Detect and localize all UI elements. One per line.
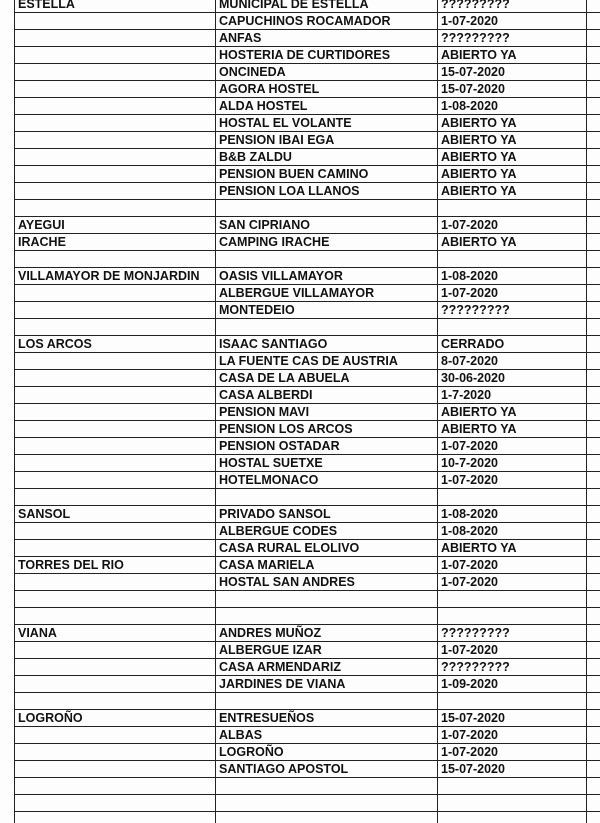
- empty-cell: [587, 438, 600, 455]
- opening-date-cell: 1-08-2020: [438, 98, 587, 115]
- empty-cell: [587, 676, 600, 693]
- lodging-cell: HOSTERIA DE CURTIDORES: [216, 47, 438, 64]
- empty-cell: [587, 251, 600, 268]
- lodging-cell: MONTEDEIO: [216, 302, 438, 319]
- table-row: [15, 557, 600, 574]
- lodging-cell: LA FUENTE CAS DE AUSTRIA: [216, 353, 438, 370]
- empty-cell: [587, 13, 600, 30]
- opening-date-cell: ABIERTO YA: [438, 421, 587, 438]
- town-cell: [15, 370, 216, 387]
- opening-date-cell: ABIERTO YA: [438, 183, 587, 200]
- town-cell: [15, 387, 216, 404]
- town-cell: [15, 727, 216, 744]
- empty-cell: [587, 81, 600, 98]
- table-row: [15, 421, 600, 438]
- town-cell: [15, 761, 216, 778]
- empty-cell: [587, 285, 600, 302]
- opening-date-cell: 10-7-2020: [438, 455, 587, 472]
- lodging-cell: ALBERGUE CODES: [216, 523, 438, 540]
- opening-date-cell: 1-7-2020: [438, 387, 587, 404]
- empty-cell: [587, 336, 600, 353]
- opening-date-cell: [438, 591, 587, 608]
- opening-date-cell: CERRADO: [438, 336, 587, 353]
- lodging-cell: PRIVADO SANSOL: [216, 506, 438, 523]
- town-cell: [15, 81, 216, 98]
- opening-date-cell: 1-08-2020: [438, 268, 587, 285]
- opening-date-cell: 30-06-2020: [438, 370, 587, 387]
- town-cell: [15, 166, 216, 183]
- table-row: [15, 268, 600, 285]
- opening-date-cell: [438, 319, 587, 336]
- opening-date-cell: 1-07-2020: [438, 217, 587, 234]
- lodging-cell: [216, 489, 438, 506]
- opening-date-cell: ABIERTO YA: [438, 47, 587, 64]
- table-row: [15, 574, 600, 591]
- town-cell: [15, 251, 216, 268]
- town-cell: AYEGUI: [15, 217, 216, 234]
- table-row: [15, 81, 600, 98]
- empty-cell: [587, 370, 600, 387]
- empty-cell: [587, 0, 600, 13]
- opening-date-cell: 15-07-2020: [438, 710, 587, 727]
- town-cell: [15, 676, 216, 693]
- opening-date-cell: ?????????: [438, 659, 587, 676]
- table-row: [15, 523, 600, 540]
- table-row: [15, 234, 600, 251]
- opening-date-cell: 1-07-2020: [438, 472, 587, 489]
- empty-cell: [587, 744, 600, 761]
- lodging-cell: HOSTAL SAN ANDRES: [216, 574, 438, 591]
- lodging-cell: ANDRES MUÑOZ: [216, 625, 438, 642]
- lodging-cell: CASA MARIELA: [216, 557, 438, 574]
- empty-cell: [587, 268, 600, 285]
- table-row: [15, 455, 600, 472]
- empty-cell: [587, 710, 600, 727]
- opening-date-cell: ABIERTO YA: [438, 540, 587, 557]
- table-row: [15, 98, 600, 115]
- empty-cell: [587, 608, 600, 625]
- lodging-cell: CAMPING IRACHE: [216, 234, 438, 251]
- opening-date-cell: 15-07-2020: [438, 64, 587, 81]
- opening-date-cell: 1-07-2020: [438, 574, 587, 591]
- opening-date-cell: 1-07-2020: [438, 557, 587, 574]
- table-row: [15, 489, 600, 506]
- empty-cell: [587, 659, 600, 676]
- lodging-cell: PENSION OSTADAR: [216, 438, 438, 455]
- empty-cell: [587, 183, 600, 200]
- empty-cell: [587, 506, 600, 523]
- town-cell: [15, 455, 216, 472]
- table-row: [15, 387, 600, 404]
- table-row: [15, 812, 600, 823]
- empty-cell: [587, 761, 600, 778]
- lodging-cell: SAN CIPRIANO: [216, 217, 438, 234]
- empty-cell: [587, 353, 600, 370]
- town-cell: [15, 98, 216, 115]
- town-cell: [15, 472, 216, 489]
- opening-date-cell: ABIERTO YA: [438, 132, 587, 149]
- table-row: [15, 710, 600, 727]
- table-row: [15, 727, 600, 744]
- opening-date-cell: ?????????: [438, 0, 587, 13]
- opening-date-cell: 1-07-2020: [438, 642, 587, 659]
- town-cell: [15, 778, 216, 795]
- town-cell: [15, 591, 216, 608]
- lodging-cell: CASA DE LA ABUELA: [216, 370, 438, 387]
- town-cell: [15, 200, 216, 217]
- lodging-cell: PENSION IBAI EGA: [216, 132, 438, 149]
- empty-cell: [587, 387, 600, 404]
- opening-date-cell: 1-08-2020: [438, 506, 587, 523]
- lodging-cell: ANFAS: [216, 30, 438, 47]
- empty-cell: [587, 217, 600, 234]
- opening-date-cell: ?????????: [438, 30, 587, 47]
- empty-cell: [587, 795, 600, 812]
- town-cell: [15, 523, 216, 540]
- opening-date-cell: [438, 812, 587, 823]
- town-cell: VILLAMAYOR DE MONJARDIN: [15, 268, 216, 285]
- table-row: [15, 319, 600, 336]
- lodging-cell: CASA ALBERDI: [216, 387, 438, 404]
- lodging-cell: SANTIAGO APOSTOL: [216, 761, 438, 778]
- empty-cell: [587, 540, 600, 557]
- opening-date-cell: ABIERTO YA: [438, 166, 587, 183]
- empty-cell: [587, 166, 600, 183]
- opening-date-cell: 1-07-2020: [438, 744, 587, 761]
- lodging-cell: HOSTAL EL VOLANTE: [216, 115, 438, 132]
- opening-date-cell: [438, 795, 587, 812]
- empty-cell: [587, 727, 600, 744]
- empty-cell: [587, 98, 600, 115]
- lodging-cell: LOGROÑO: [216, 744, 438, 761]
- town-cell: [15, 642, 216, 659]
- lodging-cell: [216, 795, 438, 812]
- empty-cell: [587, 625, 600, 642]
- empty-cell: [587, 574, 600, 591]
- table-row: [15, 625, 600, 642]
- opening-date-cell: 8-07-2020: [438, 353, 587, 370]
- lodging-cell: B&B ZALDU: [216, 149, 438, 166]
- table-row: [15, 13, 600, 30]
- opening-date-cell: [438, 693, 587, 710]
- empty-cell: [587, 200, 600, 217]
- town-cell: [15, 353, 216, 370]
- lodging-cell: [216, 200, 438, 217]
- town-cell: [15, 795, 216, 812]
- opening-date-cell: 1-08-2020: [438, 523, 587, 540]
- town-cell: [15, 30, 216, 47]
- opening-date-cell: [438, 489, 587, 506]
- town-cell: SANSOL: [15, 506, 216, 523]
- town-cell: [15, 693, 216, 710]
- lodging-cell: MUNICIPAL DE ESTELLA: [216, 0, 438, 13]
- opening-date-cell: ?????????: [438, 302, 587, 319]
- empty-cell: [587, 302, 600, 319]
- town-cell: [15, 132, 216, 149]
- town-cell: [15, 608, 216, 625]
- town-cell: [15, 404, 216, 421]
- table-row: [15, 353, 600, 370]
- table-row: [15, 591, 600, 608]
- opening-date-cell: 15-07-2020: [438, 761, 587, 778]
- lodging-cell: [216, 812, 438, 823]
- town-cell: [15, 285, 216, 302]
- table-row: [15, 370, 600, 387]
- empty-cell: [587, 404, 600, 421]
- table-row: [15, 251, 600, 268]
- lodging-cell: PENSION LOS ARCOS: [216, 421, 438, 438]
- table-row: [15, 217, 600, 234]
- empty-cell: [587, 234, 600, 251]
- opening-date-cell: 15-07-2020: [438, 81, 587, 98]
- table-row: [15, 506, 600, 523]
- table-row: [15, 183, 600, 200]
- town-cell: [15, 47, 216, 64]
- table-row: [15, 659, 600, 676]
- table-row: [15, 676, 600, 693]
- lodging-cell: CAPUCHINOS ROCAMADOR: [216, 13, 438, 30]
- opening-date-cell: [438, 251, 587, 268]
- table-row: [15, 132, 600, 149]
- lodging-cell: ALBERGUE VILLAMAYOR: [216, 285, 438, 302]
- opening-date-cell: 1-07-2020: [438, 438, 587, 455]
- empty-cell: [587, 472, 600, 489]
- table-row: [15, 438, 600, 455]
- table-row: [15, 30, 600, 47]
- empty-cell: [587, 489, 600, 506]
- opening-date-cell: 1-09-2020: [438, 676, 587, 693]
- lodging-cell: OASIS VILLAMAYOR: [216, 268, 438, 285]
- lodging-cell: PENSION LOA LLANOS: [216, 183, 438, 200]
- empty-cell: [587, 455, 600, 472]
- opening-date-cell: [438, 608, 587, 625]
- opening-date-cell: ABIERTO YA: [438, 149, 587, 166]
- lodging-cell: PENSION MAVI: [216, 404, 438, 421]
- lodging-cell: CASA ARMENDARIZ: [216, 659, 438, 676]
- town-cell: [15, 744, 216, 761]
- empty-cell: [587, 591, 600, 608]
- empty-cell: [587, 30, 600, 47]
- opening-date-cell: ?????????: [438, 625, 587, 642]
- table-row: [15, 336, 600, 353]
- town-cell: [15, 659, 216, 676]
- empty-cell: [587, 421, 600, 438]
- opening-date-cell: [438, 200, 587, 217]
- lodging-cell: [216, 608, 438, 625]
- table-row: [15, 47, 600, 64]
- table-row: [15, 778, 600, 795]
- table-row: [15, 744, 600, 761]
- lodging-cell: ISAAC SANTIAGO: [216, 336, 438, 353]
- table-row: [15, 115, 600, 132]
- town-cell: [15, 13, 216, 30]
- empty-cell: [587, 642, 600, 659]
- lodging-cell: ENTRESUEÑOS: [216, 710, 438, 727]
- table-row: [15, 200, 600, 217]
- table-row: [15, 693, 600, 710]
- lodging-cell: PENSION BUEN CAMINO: [216, 166, 438, 183]
- opening-date-cell: 1-07-2020: [438, 285, 587, 302]
- lodging-cell: [216, 591, 438, 608]
- opening-date-cell: ABIERTO YA: [438, 404, 587, 421]
- table-row: [15, 472, 600, 489]
- empty-cell: [587, 778, 600, 795]
- table-row: [15, 642, 600, 659]
- lodging-cell: ALDA HOSTEL: [216, 98, 438, 115]
- table-row: [15, 404, 600, 421]
- table-row: [15, 608, 600, 625]
- empty-cell: [587, 64, 600, 81]
- town-cell: ESTELLA: [15, 0, 216, 13]
- lodging-cell: [216, 693, 438, 710]
- table-row: [15, 0, 600, 13]
- lodging-cell: [216, 778, 438, 795]
- town-cell: [15, 489, 216, 506]
- town-cell: VIANA: [15, 625, 216, 642]
- opening-date-cell: [438, 778, 587, 795]
- empty-cell: [587, 693, 600, 710]
- town-cell: [15, 319, 216, 336]
- lodging-cell: [216, 251, 438, 268]
- town-cell: [15, 183, 216, 200]
- lodging-cell: HOSTAL SUETXE: [216, 455, 438, 472]
- lodging-cell: [216, 319, 438, 336]
- town-cell: [15, 115, 216, 132]
- lodging-cell: ALBAS: [216, 727, 438, 744]
- table-row: [15, 64, 600, 81]
- town-cell: [15, 574, 216, 591]
- table-row: [15, 761, 600, 778]
- lodging-opening-table: [14, 0, 600, 823]
- opening-date-cell: ABIERTO YA: [438, 115, 587, 132]
- lodging-cell: ALBERGUE IZAR: [216, 642, 438, 659]
- empty-cell: [587, 319, 600, 336]
- lodging-cell: AGORA HOSTEL: [216, 81, 438, 98]
- empty-cell: [587, 557, 600, 574]
- opening-date-cell: 1-07-2020: [438, 727, 587, 744]
- town-cell: LOS ARCOS: [15, 336, 216, 353]
- table-row: [15, 149, 600, 166]
- town-cell: [15, 540, 216, 557]
- empty-cell: [587, 812, 600, 823]
- opening-date-cell: 1-07-2020: [438, 13, 587, 30]
- town-cell: [15, 438, 216, 455]
- table-row: [15, 795, 600, 812]
- table-row: [15, 302, 600, 319]
- town-cell: [15, 421, 216, 438]
- lodging-cell: HOTELMONACO: [216, 472, 438, 489]
- town-cell: [15, 149, 216, 166]
- town-cell: IRACHE: [15, 234, 216, 251]
- town-cell: LOGROÑO: [15, 710, 216, 727]
- opening-date-cell: ABIERTO YA: [438, 234, 587, 251]
- empty-cell: [587, 523, 600, 540]
- empty-cell: [587, 132, 600, 149]
- lodging-cell: CASA RURAL ELOLIVO: [216, 540, 438, 557]
- table-row: [15, 285, 600, 302]
- lodging-cell: JARDINES DE VIANA: [216, 676, 438, 693]
- table-row: [15, 540, 600, 557]
- town-cell: [15, 812, 216, 823]
- town-cell: TORRES DEL RIO: [15, 557, 216, 574]
- town-cell: [15, 302, 216, 319]
- table-row: [15, 166, 600, 183]
- lodging-cell: ONCINEDA: [216, 64, 438, 81]
- empty-cell: [587, 115, 600, 132]
- empty-cell: [587, 47, 600, 64]
- empty-cell: [587, 149, 600, 166]
- table-body: [15, 0, 600, 823]
- town-cell: [15, 64, 216, 81]
